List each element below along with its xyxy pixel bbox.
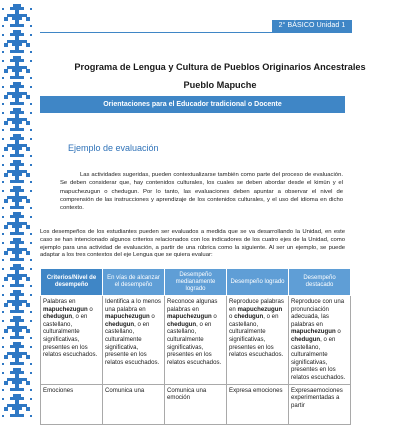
table-header-row	[41, 269, 351, 296]
column-header: Desempeño destacado	[289, 269, 351, 296]
section-title: Ejemplo de evaluación	[68, 143, 159, 153]
intro-paragraph: Las actividades sugeridas, pueden contextualizarse también como parte del proceso de evaluación. Se deben considerar que, hay contenidos culturales, los cuales se deben abordar desde el kimün y el mapuchezugun o chedugun. Por lo tanto, las evaluaciones deben apuntar a observar el nivel de comprensión de las instrucciones y aprendizaje de los contenidos culturales, y el uso del idioma en dicho contexto.	[60, 172, 343, 212]
table-cell: Comunica una	[103, 384, 165, 424]
unit-tag: 2° BÁSICO Unidad 1	[272, 20, 352, 32]
header-divider	[40, 32, 352, 33]
column-header: Desempeño medianamente logrado	[165, 269, 227, 296]
page-subtitle: Pueblo Mapuche	[183, 80, 257, 90]
table-row	[41, 384, 351, 424]
column-header: En vías de alcanzar el desempeño	[103, 269, 165, 296]
description-paragraph: Los desempeños de los estudiantes pueden ser evaluados a medida que se va desarrollando la Unidad, en este caso se han intencionado algunos criterios relacionados con los indicadores de los cuatro ejes de la Unidad, como ejemplo para una actividad de evaluación, a partir de una rúbrica como la siguiente. Al ser un ejemplo, se puede adaptar a los tres contextos del eje Lengua que se quiera evaluar:	[40, 229, 345, 259]
border-pattern-icon	[0, 0, 34, 400]
table-cell: Reconoce algunas palabras en mapuchezugun o chedugun, o en castellano, culturalmente significativas, presentes en los relatos escuchados.	[165, 296, 227, 385]
decorative-side-border	[0, 0, 34, 400]
table-cell: Expresa emociones	[227, 384, 289, 424]
table-cell: Reproduce palabras en mapuchezugun o chedugun, o en castellano, culturalmente significativas, presentes en los relatos escuchados.	[227, 296, 289, 385]
table-cell: Emociones	[41, 384, 103, 424]
table-cell: Comunica una emoción	[165, 384, 227, 424]
column-header: Criterios/Nivel de desempeño	[41, 269, 103, 296]
table-row	[41, 296, 351, 385]
table-cell: Reproduce con una pronunciación adecuada, las palabras en mapuchezugun o chedugun, o en castellano, culturalmente significativas, presentes en los relatos escuchados.	[289, 296, 351, 385]
table-cell: Expresaemociones experimentadas a partir	[289, 384, 351, 424]
page-title: Programa de Lengua y Cultura de Pueblos Originarios Ancestrales	[74, 62, 366, 72]
table-cell: Palabras en mapuchezugun o chedugun, o en castellano, culturalmente significativas, presentes en los relatos escuchados.	[41, 296, 103, 385]
orientation-banner: Orientaciones para el Educador tradicional o Docente	[40, 96, 345, 113]
table-cell: Identifica a lo menos una palabra en mapuchezugun o chedugun, o en castellano, culturalmente significativa, presente en los relatos escuchados.	[103, 296, 165, 385]
column-header: Desempeño logrado	[227, 269, 289, 296]
rubric-table	[40, 268, 351, 425]
